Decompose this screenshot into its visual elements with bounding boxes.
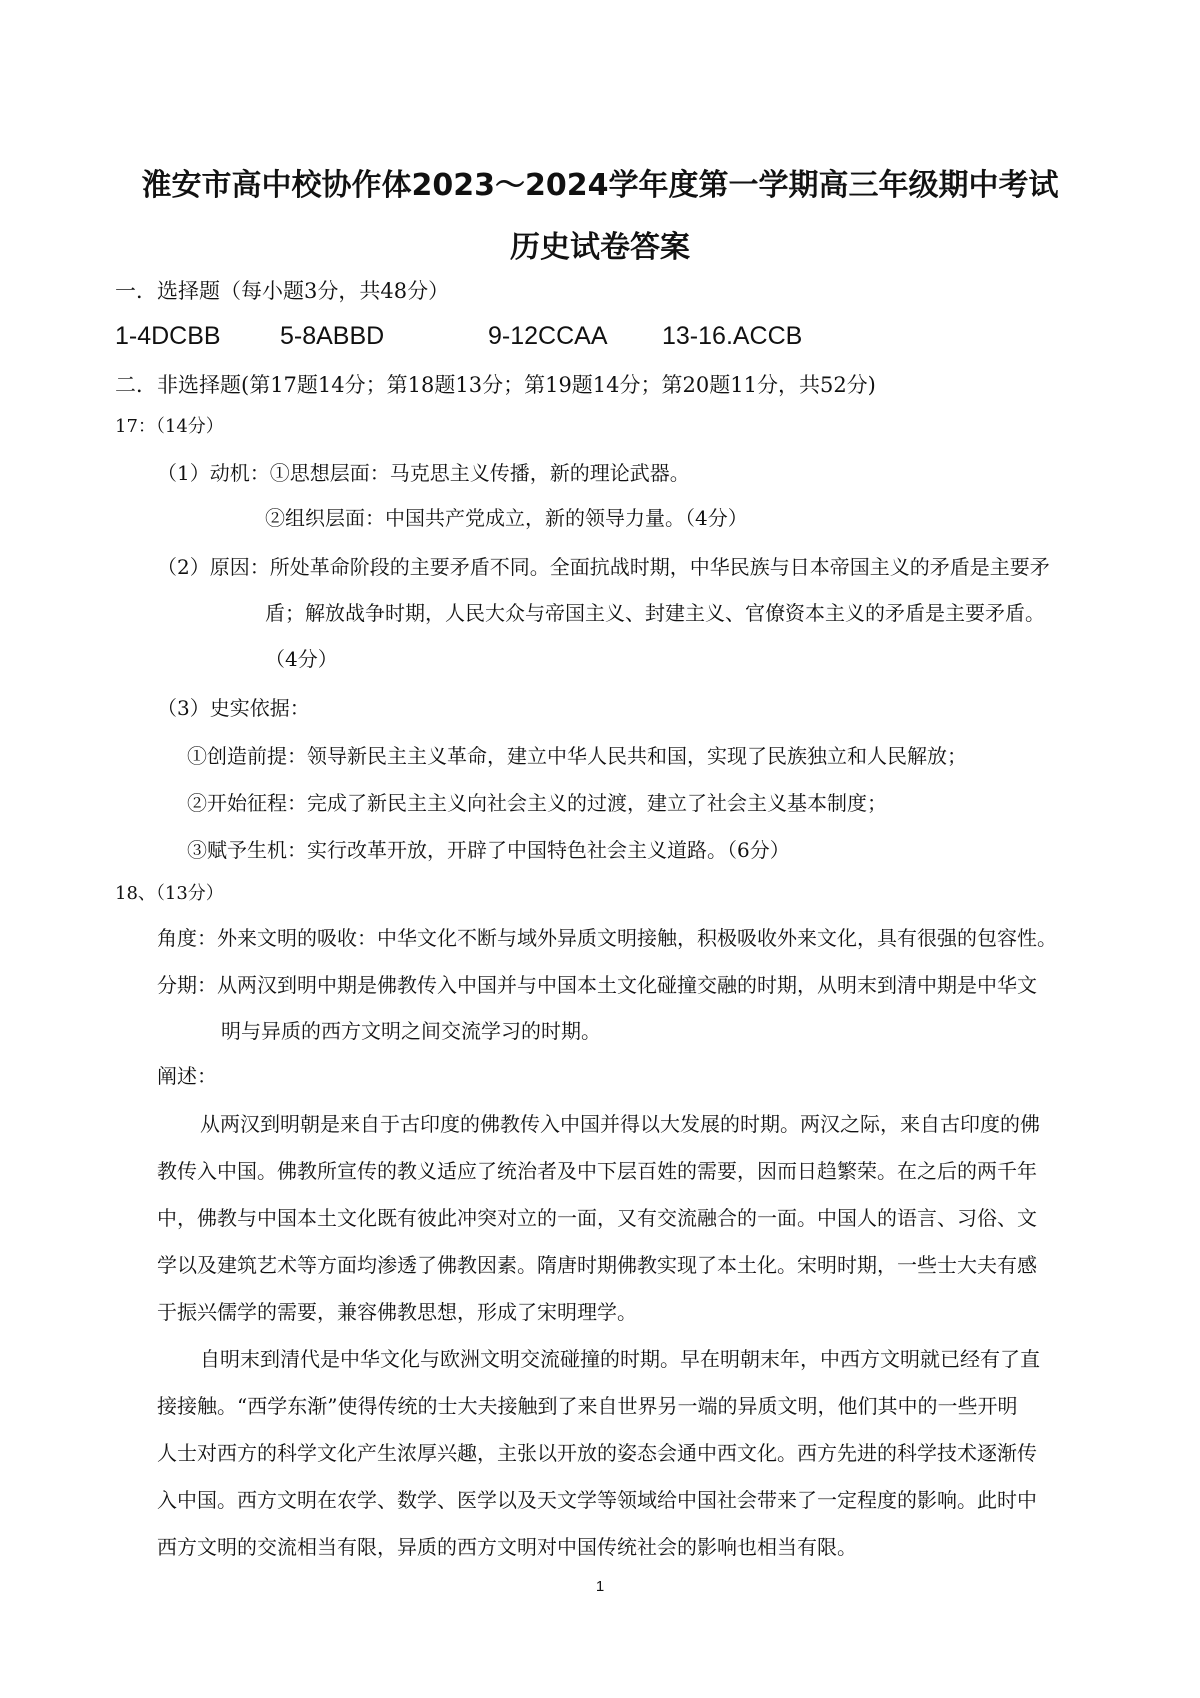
page-number: 1: [595, 1578, 605, 1595]
mc-answer-group: 9-12CCAA: [488, 322, 608, 350]
q18-para2-line: 西方文明的交流相当有限，异质的西方文明对中国传统社会的影响也相当有限。: [157, 1535, 857, 1559]
document-subtitle: 历史试卷答案: [510, 230, 690, 265]
q18-angle: 角度：外来文明的吸收：中华文化不断与域外异质文明接触，积极吸收外来文化，具有很强的包容性。: [157, 926, 1057, 950]
section2-heading: 二．非选择题(第17题14分；第18题13分；第19题14分；第20题11分，共52分): [115, 373, 876, 397]
q17-part2-line: （4分）: [265, 647, 338, 671]
q18-para2-line: 入中国。西方文明在农学、数学、医学以及天文学等领域给中国社会带来了一定程度的影响。此时中: [157, 1488, 1037, 1512]
mc-answer-group: 5-8ABBD: [280, 322, 385, 350]
q18-label: 18、（13分）: [115, 883, 224, 904]
q17-part2-line: 盾；解放战争时期，人民大众与帝国主义、封建主义、官僚资本主义的矛盾是主要矛盾。: [265, 601, 1045, 625]
mc-answer-group: 13-16.ACCB: [662, 322, 803, 350]
q17-part3-line: ②开始征程：完成了新民主主义向社会主义的过渡，建立了社会主义基本制度；: [187, 791, 887, 815]
q18-para1-line: 于振兴儒学的需要，兼容佛教思想，形成了宋明理学。: [157, 1300, 637, 1324]
q18-para2-line: 人士对西方的科学文化产生浓厚兴趣，主张以开放的姿态会通中西文化。西方先进的科学技术逐渐传: [157, 1441, 1037, 1465]
q18-para1-line: 教传入中国。佛教所宣传的教义适应了统治者及中下层百姓的需要，因而日趋繁荣。在之后的两千年: [157, 1159, 1037, 1183]
mc-answer-group: 1-4DCBB: [115, 322, 221, 350]
q18-period-line: 分期：从两汉到明中期是佛教传入中国并与中国本土文化碰撞交融的时期，从明末到清中期是中华文: [157, 973, 1037, 997]
q18-para1-line: 中，佛教与中国本土文化既有彼此冲突对立的一面，又有交流融合的一面。中国人的语言、习俗、文: [157, 1206, 1037, 1230]
q18-para2-line: 接接触。“西学东渐”使得传统的士大夫接触到了来自世界另一端的异质文明，他们其中的一些开明: [157, 1394, 1018, 1418]
q17-part3-line: ③赋予生机：实行改革开放，开辟了中国特色社会主义道路。（6分）: [187, 838, 790, 862]
q17-part1-line: ②组织层面：中国共产党成立，新的领导力量。（4分）: [265, 506, 748, 530]
q17-label: 17：（14分）: [115, 416, 224, 437]
q18-para2-line: 自明末到清代是中华文化与欧洲文明交流碰撞的时期。早在明朝末年，中西方文明就已经有了直: [200, 1347, 1040, 1371]
q18-para1-line: 学以及建筑艺术等方面均渗透了佛教因素。隋唐时期佛教实现了本土化。宋明时期，一些士大夫有感: [157, 1253, 1037, 1277]
q18-period-line: 明与异质的西方文明之间交流学习的时期。: [221, 1019, 601, 1043]
q18-para1-line: 从两汉到明朝是来自于古印度的佛教传入中国并得以大发展的时期。两汉之际，来自古印度的佛: [200, 1112, 1040, 1136]
q17-part2-line: （2）原因：所处革命阶段的主要矛盾不同。全面抗战时期，中华民族与日本帝国主义的矛盾是主要矛: [157, 555, 1050, 579]
q17-part1-line: （1）动机：①思想层面：马克思主义传播，新的理论武器。: [157, 461, 690, 485]
section1-heading: 一．选择题（每小题3分，共48分）: [115, 279, 450, 303]
q17-part3-heading: （3）史实依据：: [157, 696, 310, 720]
q17-part3-line: ①创造前提：领导新民主主义革命，建立中华人民共和国，实现了民族独立和人民解放；: [187, 744, 967, 768]
q18-elaboration-heading: 阐述：: [157, 1064, 217, 1088]
document-title: 淮安市高中校协作体2023～2024学年度第一学期高三年级期中考试: [141, 168, 1059, 203]
